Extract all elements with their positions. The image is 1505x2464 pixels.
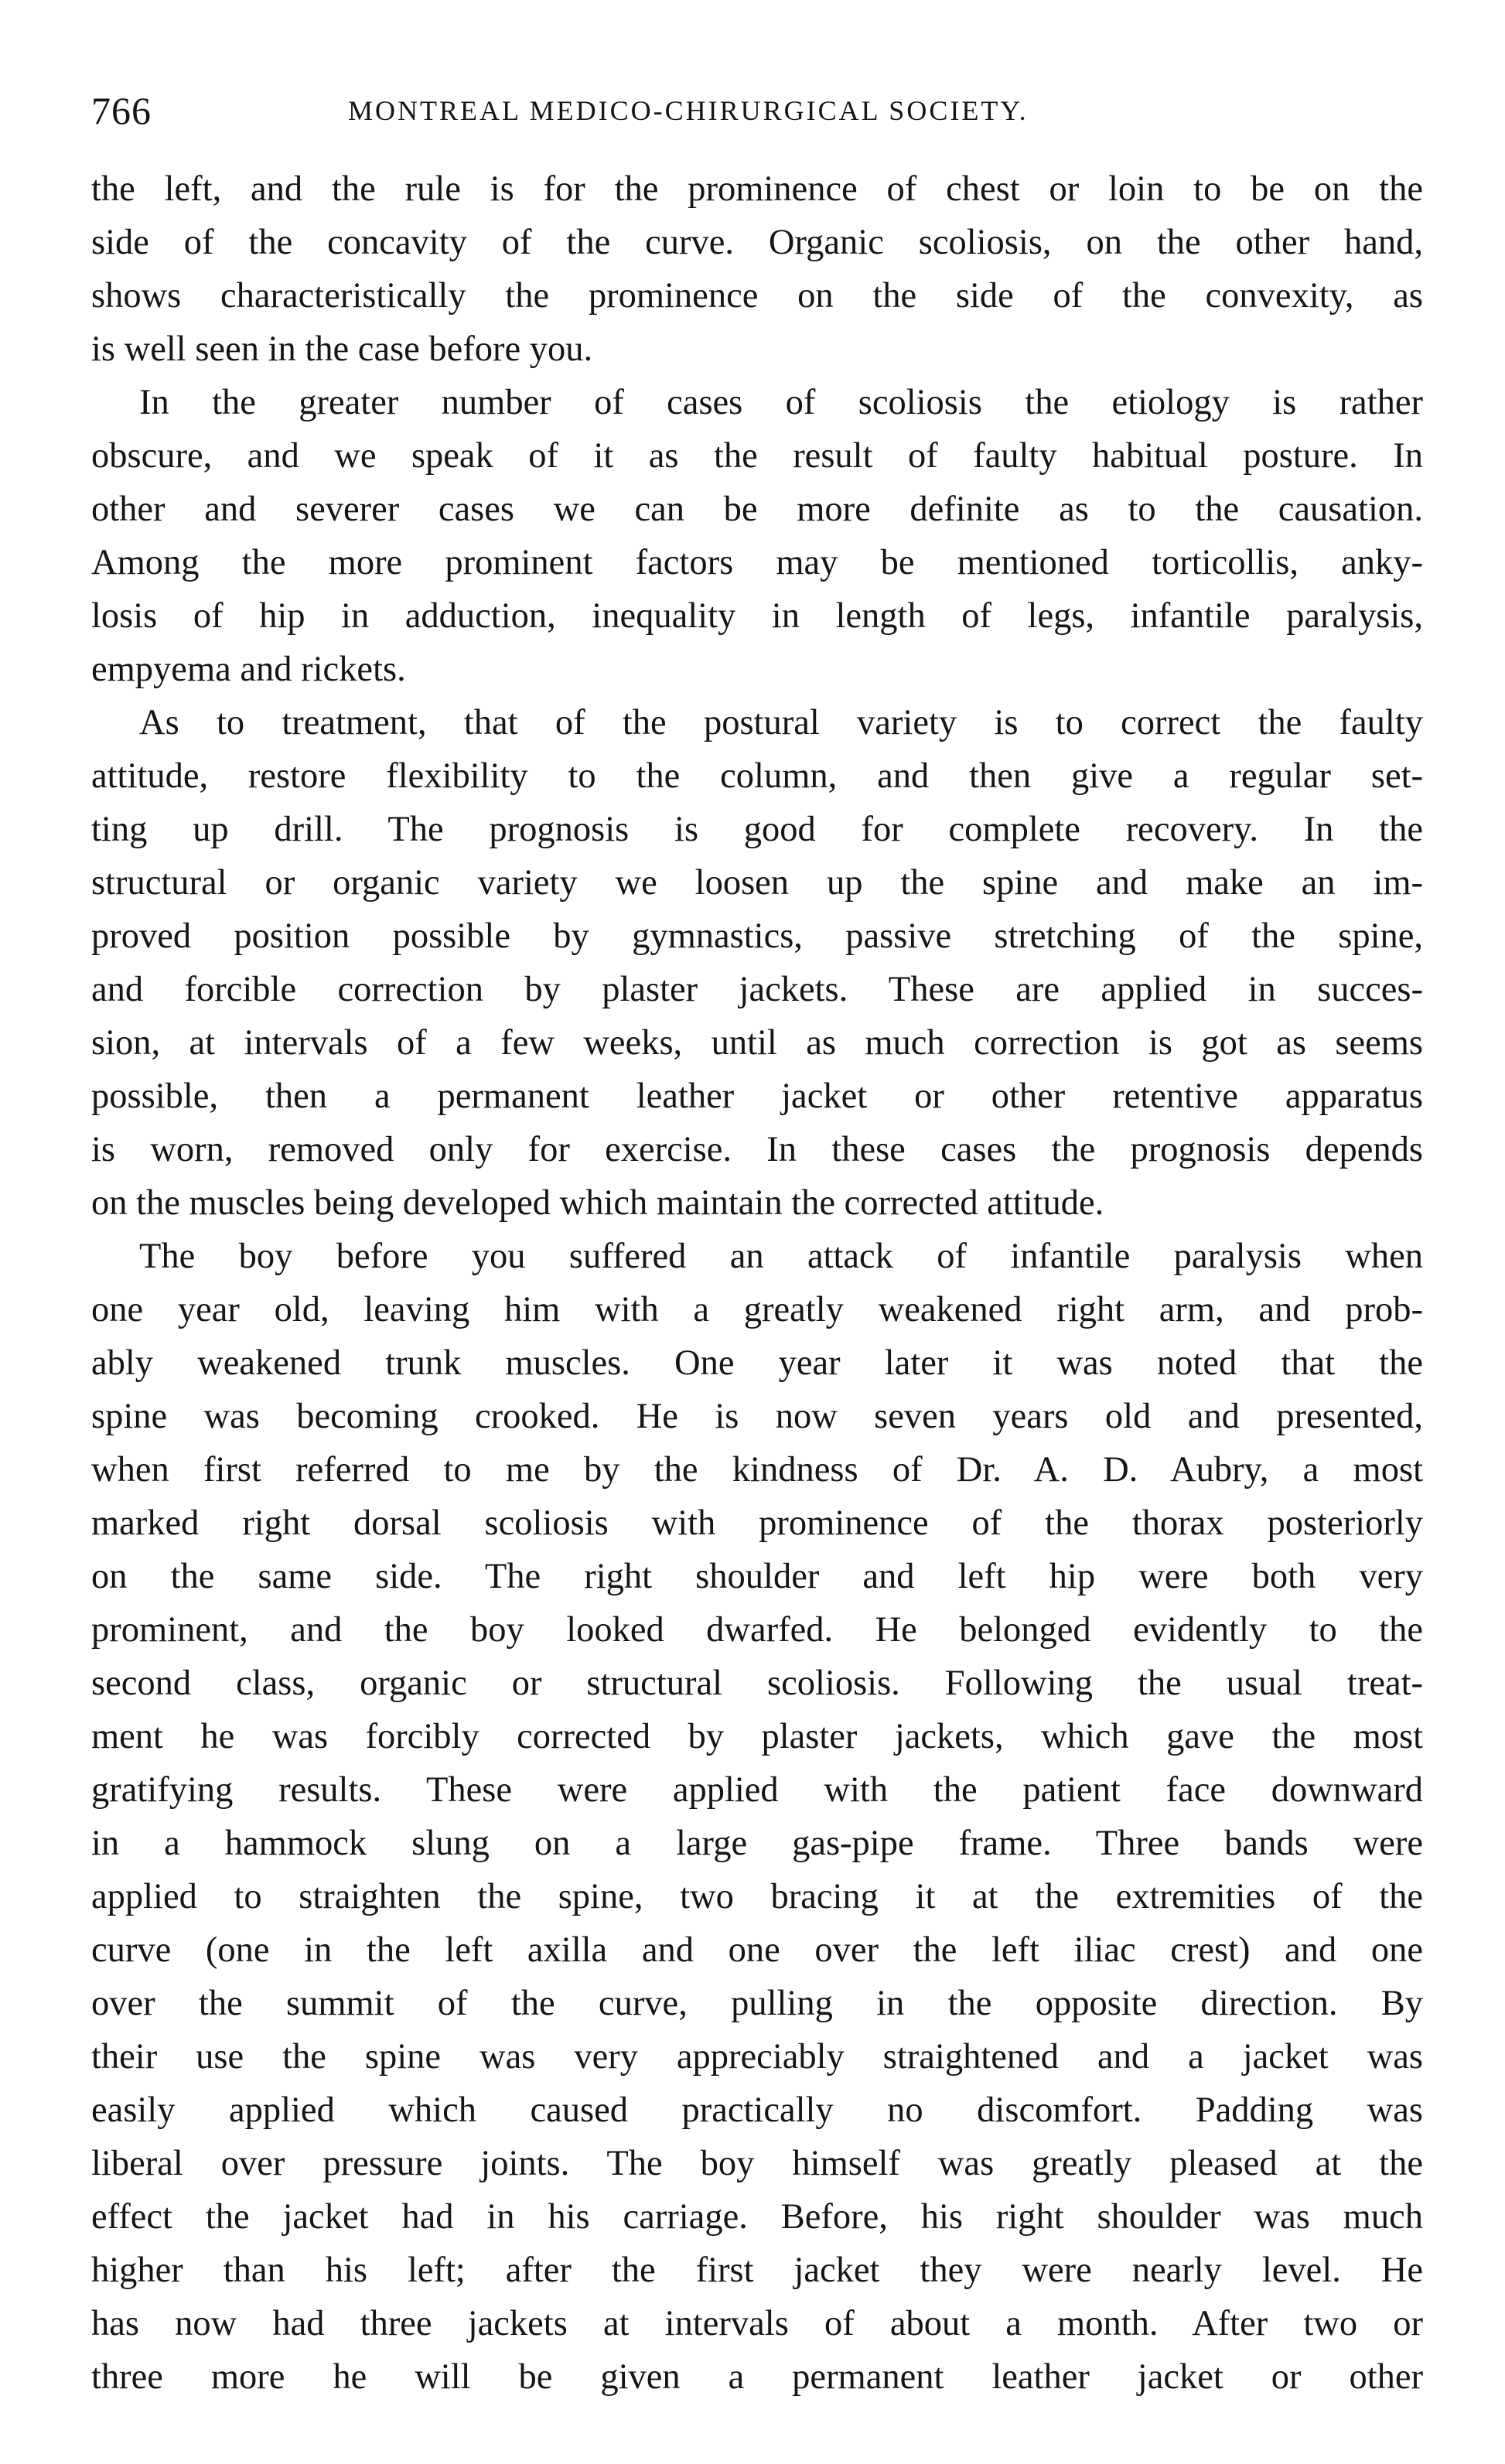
text-line: curve (one in the left axilla and one over the left iliac crest) and one	[91, 1930, 1423, 1970]
body-text	[91, 162, 1423, 2404]
text-line: and forcible correction by plaster jackets. These are applied in succes-	[91, 970, 1423, 1009]
text-line: proved position possible by gymnastics, passive stretching of the spine,	[91, 916, 1423, 956]
text-line: shows characteristically the prominence on the side of the convexity, as	[91, 276, 1423, 316]
text-line: on the muscles being developed which maintain the corrected attitude.	[91, 1183, 1104, 1223]
page-number: 766	[91, 89, 152, 132]
text-line: liberal over pressure joints. The boy himself was greatly pleased at the	[91, 2144, 1423, 2183]
text-line: other and severer cases we can be more definite as to the causation.	[91, 490, 1423, 529]
text-line: applied to straighten the spine, two bracing it at the extremities of the	[91, 1877, 1423, 1916]
text-line: losis of hip in adduction, inequality in length of legs, infantile paralysis,	[91, 596, 1423, 636]
text-line: one year old, leaving him with a greatly weakened right arm, and prob-	[91, 1290, 1423, 1329]
text-line: ting up drill. The prognosis is good for complete recovery. In the	[91, 810, 1423, 849]
text-line: in a hammock slung on a large gas-pipe frame. Three bands were	[91, 1824, 1423, 1863]
text-line: higher than his left; after the first jacket they were nearly level. He	[91, 2251, 1423, 2290]
text-line: possible, then a permanent leather jacket or other retentive apparatus	[91, 1077, 1423, 1116]
text-line: when first referred to me by the kindness of Dr. A. D. Aubry, a most	[91, 1450, 1423, 1490]
text-line: marked right dorsal scoliosis with prominence of the thorax posteriorly	[91, 1503, 1423, 1543]
text-line: spine was becoming crooked. He is now seven years old and presented,	[91, 1397, 1423, 1436]
text-line: the left, and the rule is for the prominence of chest or loin to be on the	[91, 169, 1423, 209]
text-line: is worn, removed only for exercise. In these cases the prognosis depends	[91, 1130, 1423, 1169]
text-line: side of the concavity of the curve. Organic scoliosis, on the other hand,	[91, 223, 1423, 262]
text-line: gratifying results. These were applied with the patient face downward	[91, 1770, 1423, 1810]
text-line: prominent, and the boy looked dwarfed. He belonged evidently to the	[91, 1610, 1423, 1650]
text-line: ment he was forcibly corrected by plaster jackets, which gave the most	[91, 1717, 1423, 1756]
text-line: Among the more prominent factors may be mentioned torticollis, anky-	[91, 543, 1423, 582]
text-line: three more he will be given a permanent leather jacket or other	[91, 2357, 1423, 2397]
text-line: effect the jacket had in his carriage. Before, his right shoulder was much	[91, 2197, 1423, 2237]
text-line: obscure, and we speak of it as the result of faulty habitual posture. In	[91, 436, 1423, 476]
text-line: their use the spine was very appreciably straightened and a jacket was	[91, 2037, 1423, 2077]
text-line: structural or organic variety we loosen up the spine and make an im-	[91, 863, 1423, 903]
paragraph-start-line: In the greater number of cases of scoliosis the etiology is rather	[139, 383, 1423, 422]
text-line: empyema and rickets.	[91, 650, 406, 689]
paragraph-start-line: As to treatment, that of the postural variety is to correct the faulty	[139, 703, 1423, 742]
text-line: ably weakened trunk muscles. One year later it was noted that the	[91, 1343, 1423, 1383]
text-line: sion, at intervals of a few weeks, until as much correction is got as seems	[91, 1023, 1423, 1063]
text-line: over the summit of the curve, pulling in the opposite direction. By	[91, 1984, 1423, 2023]
text-line: attitude, restore flexibility to the column, and then give a regular set-	[91, 756, 1423, 796]
running-title: MONTREAL MEDICO-CHIRURGICAL SOCIETY.	[348, 95, 1029, 126]
text-line: is well seen in the case before you.	[91, 329, 593, 369]
text-line: on the same side. The right shoulder and left hip were both very	[91, 1557, 1423, 1596]
text-line: second class, organic or structural scoliosis. Following the usual treat-	[91, 1664, 1423, 1703]
page-header	[91, 84, 1423, 138]
text-line: has now had three jackets at intervals of about a month. After two or	[91, 2304, 1423, 2343]
text-line: easily applied which caused practically no discomfort. Padding was	[91, 2090, 1423, 2130]
paragraph-start-line: The boy before you suffered an attack of infantile paralysis when	[139, 1237, 1423, 1276]
